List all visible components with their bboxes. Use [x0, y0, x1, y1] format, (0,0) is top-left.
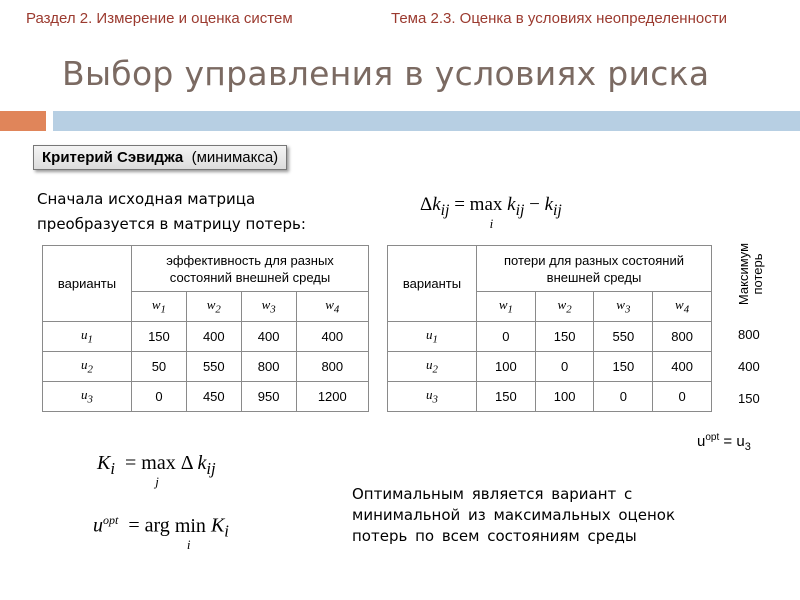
loss-cell: 800	[653, 322, 712, 352]
eff-row-label: $u_3$	[43, 382, 132, 412]
eff-group-header: эффективность для разных состояний внешней среды	[132, 246, 369, 292]
eff-cell: 550	[186, 352, 241, 382]
eff-state-w2: $w_2$	[186, 292, 241, 322]
max-loss-label-line-2: потерь	[750, 253, 765, 295]
max-loss-label-line-1: Максимум	[736, 242, 751, 306]
eff-cell: 800	[296, 352, 368, 382]
intro-text	[37, 187, 306, 237]
max-loss-value: 150	[738, 391, 760, 406]
criterion-note: (минимакса)	[191, 149, 279, 166]
eff-cell: 400	[296, 322, 368, 352]
eff-cell: 800	[241, 352, 296, 382]
eff-row-label: $u_1$	[43, 322, 132, 352]
loss-cell: 100	[477, 352, 536, 382]
intro-line-1: Сначала исходная матрица	[37, 190, 256, 208]
loss-cell: 100	[535, 382, 594, 412]
loss-cell: 0	[477, 322, 536, 352]
conclusion-line-3: потерь по всем состояниям среды	[352, 527, 637, 545]
loss-state-w4: $w_4$	[653, 292, 712, 322]
result-eq: = u	[719, 433, 745, 450]
conclusion-text	[352, 484, 675, 547]
max-loss-value: 400	[738, 359, 760, 374]
loss-cell: 150	[594, 352, 653, 382]
result-base: u	[697, 433, 706, 450]
conclusion-line-1: Оптимальным является вариант с	[352, 485, 633, 503]
eff-cell: 450	[186, 382, 241, 412]
loss-table	[387, 245, 712, 412]
eff-cell: 400	[186, 322, 241, 352]
intro-line-2: преобразуется в матрицу потерь:	[37, 215, 306, 233]
max-loss-value: 800	[738, 327, 760, 342]
uopt-formula: $u^{opt}$ = arg min i $K_i$	[93, 513, 229, 552]
k-formula: $K_i = \max$ j Δ $k_{ij}$	[97, 452, 216, 489]
criterion-label	[33, 145, 287, 170]
loss-cell: 0	[535, 352, 594, 382]
optimal-result	[697, 432, 751, 453]
max-loss-label	[737, 240, 765, 308]
eff-state-w1: $w_1$	[132, 292, 187, 322]
loss-state-w3: $w_3$	[594, 292, 653, 322]
conclusion-line-2: минимальной из максимальных оценок	[352, 506, 676, 524]
eff-cell: 0	[132, 382, 187, 412]
result-sup: opt	[705, 432, 720, 443]
loss-cell: 0	[653, 382, 712, 412]
eff-cell: 50	[132, 352, 187, 382]
accent-bar-orange	[0, 111, 46, 131]
eff-state-w3: $w_3$	[241, 292, 296, 322]
loss-row-label: $u_1$	[388, 322, 477, 352]
loss-cell: 150	[477, 382, 536, 412]
loss-group-header: потери для разных состояний внешней среды	[477, 246, 712, 292]
eff-row-label: $u_2$	[43, 352, 132, 382]
loss-cell: 150	[535, 322, 594, 352]
loss-cell: 0	[594, 382, 653, 412]
loss-cell: 550	[594, 322, 653, 352]
loss-state-w2: $w_2$	[535, 292, 594, 322]
eff-state-w4: $w_4$	[296, 292, 368, 322]
loss-row-label: $u_2$	[388, 352, 477, 382]
section-header: Раздел 2. Измерение и оценка систем	[26, 10, 293, 27]
eff-cell: 150	[132, 322, 187, 352]
criterion-name: Критерий Сэвиджа	[42, 149, 184, 166]
loss-corner: варианты	[388, 246, 477, 322]
delta-formula: $\Delta k_{ij} = \max$ i $k_{ij} - k_{ij}$	[420, 194, 562, 231]
eff-cell: 400	[241, 322, 296, 352]
efficiency-table	[42, 245, 369, 412]
eff-cell: 950	[241, 382, 296, 412]
topic-header: Тема 2.3. Оценка в условиях неопределенности	[391, 10, 727, 27]
loss-row-label: $u_3$	[388, 382, 477, 412]
page-title: Выбор управления в условиях риска	[62, 54, 710, 93]
eff-cell: 1200	[296, 382, 368, 412]
loss-state-w1: $w_1$	[477, 292, 536, 322]
result-sub: 3	[744, 441, 751, 453]
loss-cell: 400	[653, 352, 712, 382]
eff-corner: варианты	[43, 246, 132, 322]
accent-bar-blue	[53, 111, 800, 131]
